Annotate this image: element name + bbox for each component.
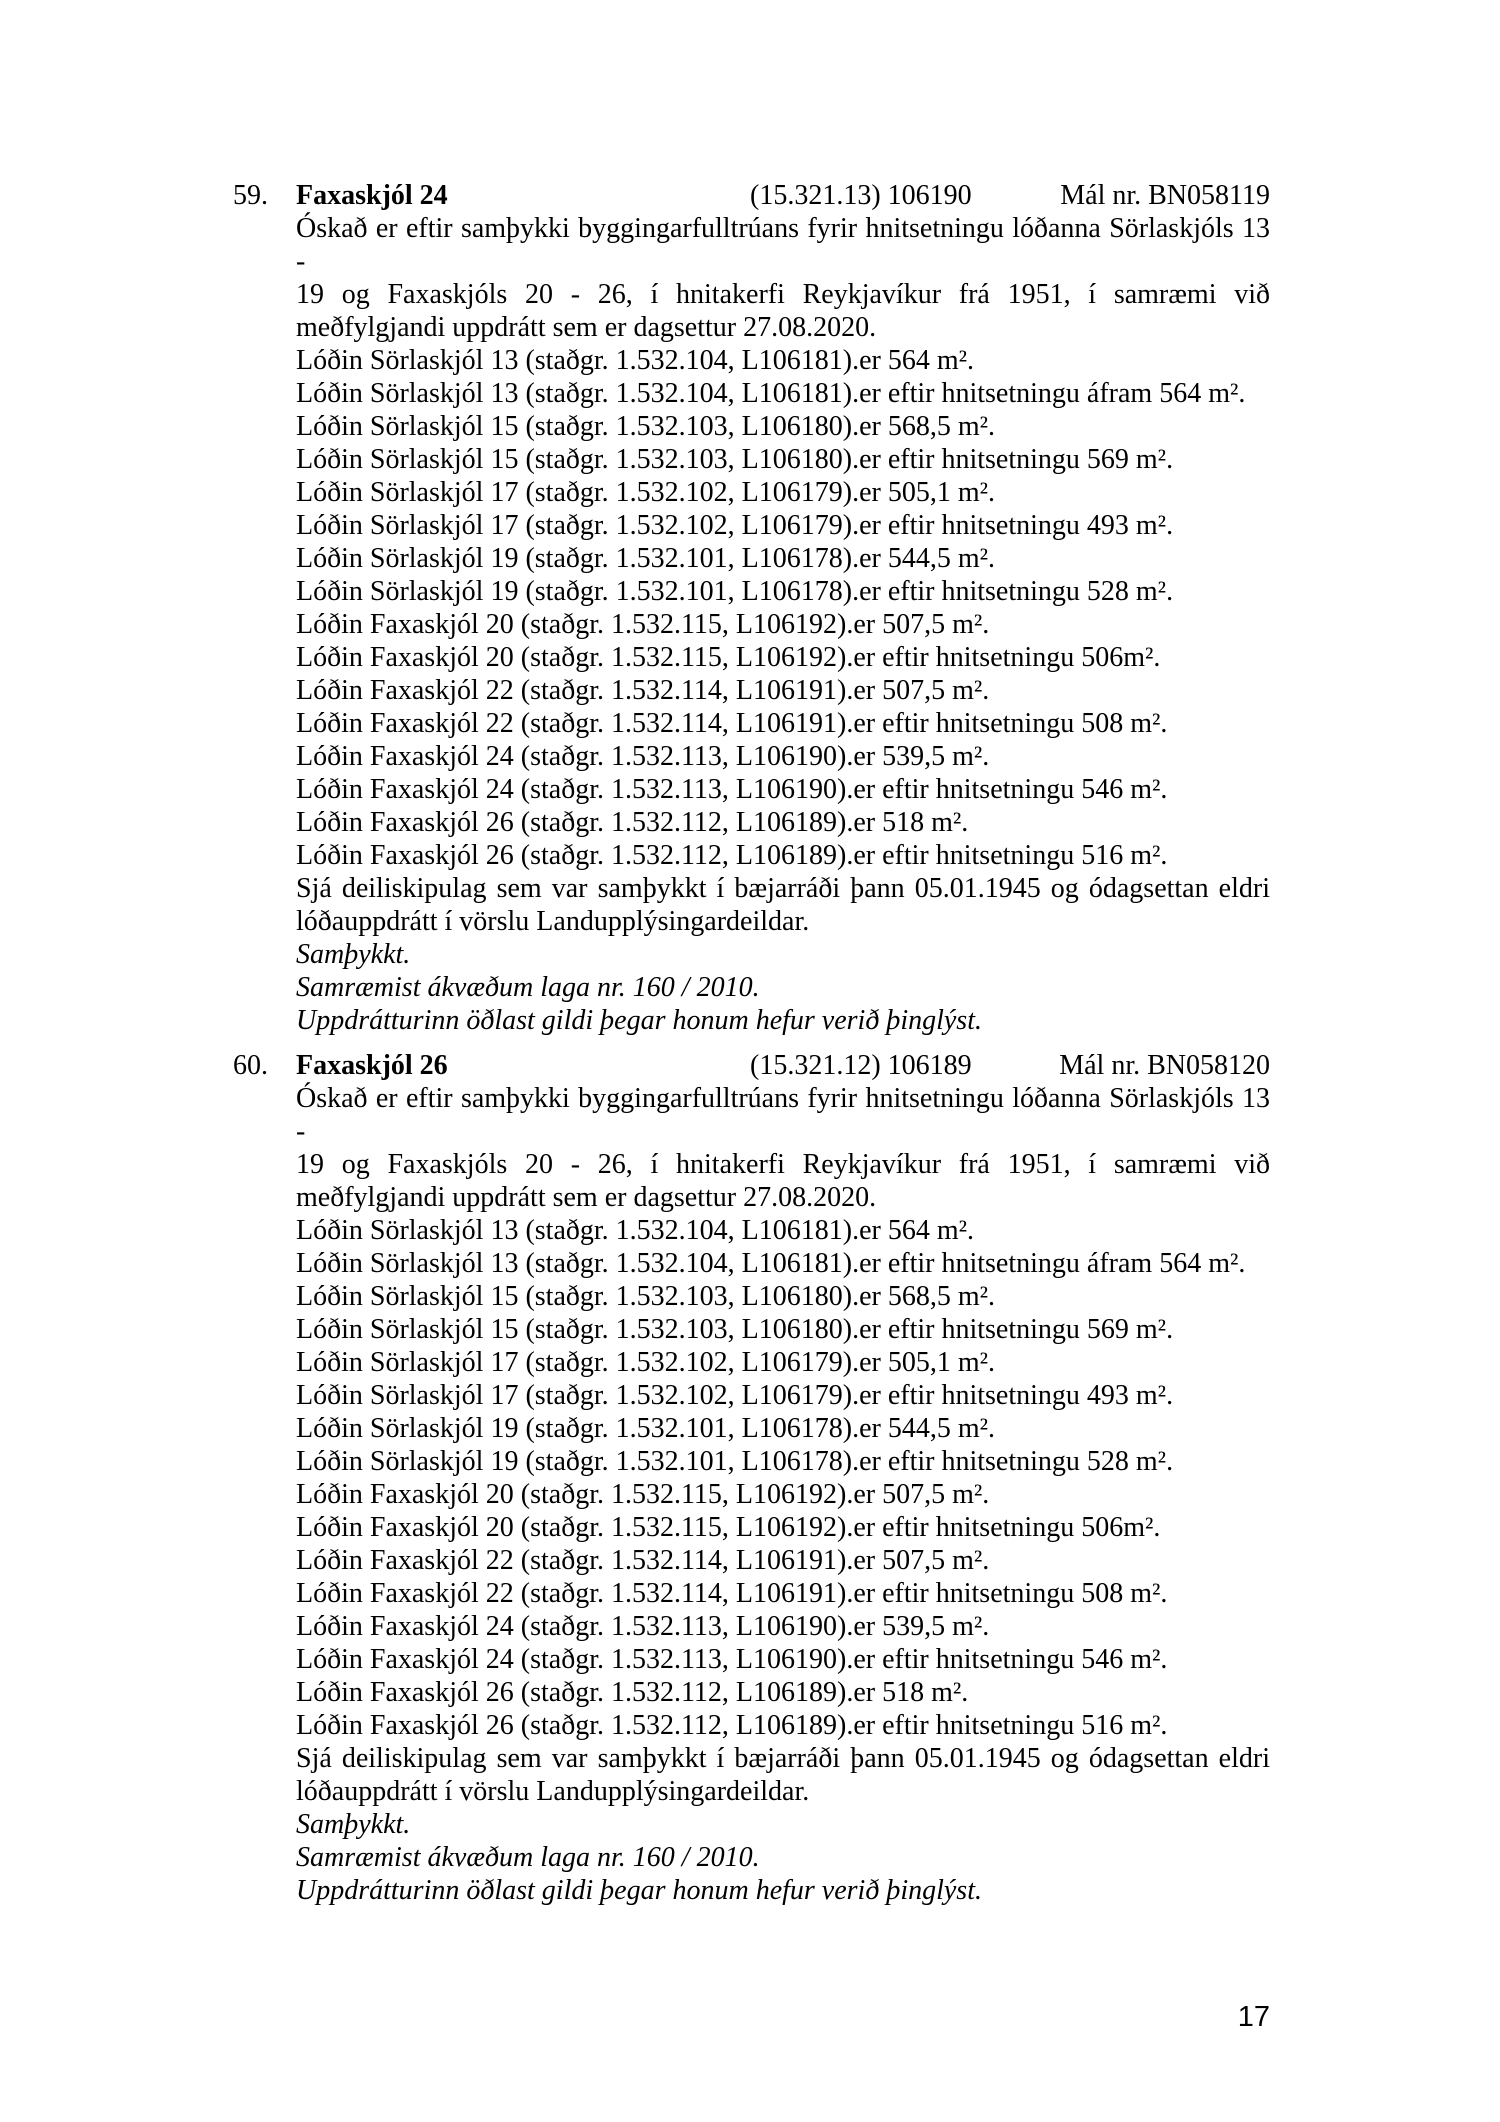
- text-line: Lóðin Sörlaskjól 15 (staðgr. 1.532.103, L106180).er eftir hnitsetningu 569 m².: [296, 444, 1174, 475]
- intro-paragraph: [296, 212, 1270, 344]
- decision-lines: [296, 938, 1270, 1037]
- text-line: Lóðin Faxaskjól 24 (staðgr. 1.532.113, L106190).er eftir hnitsetningu 546 m².: [296, 1644, 1168, 1675]
- case-number: Mál nr. BN058120: [1059, 1050, 1270, 1081]
- text-line: Uppdrátturinn öðlast gildi þegar honum hefur verið þinglýst.: [296, 1005, 982, 1036]
- text-line: Lóðin Faxaskjól 26 (staðgr. 1.532.112, L106189).er 518 m².: [296, 1677, 969, 1708]
- text-line: meðfylgjandi uppdrátt sem er dagsettur 27.08.2020.: [296, 312, 877, 343]
- text-line: Lóðin Sörlaskjól 15 (staðgr. 1.532.103, L106180).er 568,5 m².: [296, 411, 996, 442]
- item-number: 60.: [233, 1050, 268, 1081]
- text-line: Lóðin Faxaskjól 24 (staðgr. 1.532.113, L106190).er 539,5 m².: [296, 1611, 990, 1642]
- text-line: Lóðin Faxaskjól 20 (staðgr. 1.532.115, L106192).er eftir hnitsetningu 506m².: [296, 642, 1161, 673]
- text-line: Lóðin Faxaskjól 24 (staðgr. 1.532.113, L106190).er eftir hnitsetningu 546 m².: [296, 774, 1168, 805]
- text-line: Lóðin Faxaskjól 22 (staðgr. 1.532.114, L106191).er eftir hnitsetningu 508 m².: [296, 1578, 1168, 1609]
- text-line: Lóðin Faxaskjól 26 (staðgr. 1.532.112, L106189).er eftir hnitsetningu 516 m².: [296, 1710, 1168, 1741]
- text-line: Lóðin Sörlaskjól 15 (staðgr. 1.532.103, L106180).er 568,5 m².: [296, 1281, 996, 1312]
- text-line: Lóðin Faxaskjól 24 (staðgr. 1.532.113, L106190).er 539,5 m².: [296, 741, 990, 772]
- agenda-item: [233, 1049, 1270, 1907]
- text-line: Lóðin Faxaskjól 22 (staðgr. 1.532.114, L106191).er 507,5 m².: [296, 675, 990, 706]
- text-line: Sjá deiliskipulag sem var samþykkt í bæjarráði þann 05.01.1945 og ódagsettan eldri: [296, 1743, 1270, 1774]
- text-line: lóðauppdrátt í vörslu Landupplýsingardeildar.: [296, 1776, 810, 1807]
- item-reference: (15.321.12) 106189: [750, 1050, 972, 1081]
- text-line: Lóðin Sörlaskjól 17 (staðgr. 1.532.102, L106179).er eftir hnitsetningu 493 m².: [296, 1380, 1174, 1411]
- case-number: Mál nr. BN058119: [1060, 180, 1270, 211]
- text-line: Lóðin Sörlaskjól 13 (staðgr. 1.532.104, L106181).er 564 m².: [296, 1215, 975, 1246]
- text-line: Lóðin Faxaskjól 26 (staðgr. 1.532.112, L106189).er eftir hnitsetningu 516 m².: [296, 840, 1168, 871]
- text-line: Lóðin Sörlaskjól 19 (staðgr. 1.532.101, L106178).er eftir hnitsetningu 528 m².: [296, 1446, 1174, 1477]
- item-title: Faxaskjól 24: [296, 180, 448, 211]
- text-line: Lóðin Sörlaskjól 13 (staðgr. 1.532.104, L106181).er eftir hnitsetningu áfram 564 m².: [296, 378, 1246, 409]
- page-number: 17: [1237, 2001, 1270, 2033]
- text-line: Lóðin Sörlaskjól 17 (staðgr. 1.532.102, L106179).er 505,1 m².: [296, 477, 996, 508]
- text-line: Lóðin Faxaskjól 26 (staðgr. 1.532.112, L106189).er 518 m².: [296, 807, 969, 838]
- text-line: lóðauppdrátt í vörslu Landupplýsingardeildar.: [296, 906, 810, 937]
- text-line: Lóðin Sörlaskjól 15 (staðgr. 1.532.103, L106180).er eftir hnitsetningu 569 m².: [296, 1314, 1174, 1345]
- item-title: Faxaskjól 26: [296, 1050, 448, 1081]
- text-line: Óskað er eftir samþykki byggingarfulltrúans fyrir hnitsetningu lóðanna Sörlaskjóls 13 -: [296, 213, 1270, 277]
- text-line: Lóðin Sörlaskjól 19 (staðgr. 1.532.101, L106178).er eftir hnitsetningu 528 m².: [296, 576, 1174, 607]
- decision-lines: [296, 1808, 1270, 1907]
- text-line: 19 og Faxaskjóls 20 - 26, í hnitakerfi Reykjavíkur frá 1951, í samræmi við: [296, 1149, 1270, 1180]
- text-line: Samræmist ákvæðum laga nr. 160 / 2010.: [296, 972, 760, 1003]
- text-line: meðfylgjandi uppdrátt sem er dagsettur 27.08.2020.: [296, 1182, 877, 1213]
- agenda-item: [233, 179, 1270, 1037]
- text-line: Lóðin Sörlaskjól 13 (staðgr. 1.532.104, L106181).er eftir hnitsetningu áfram 564 m².: [296, 1248, 1246, 1279]
- item-header-row: [233, 1049, 1270, 1082]
- closing-paragraph: [296, 1742, 1270, 1808]
- text-line: Lóðin Faxaskjól 20 (staðgr. 1.532.115, L106192).er 507,5 m².: [296, 1479, 990, 1510]
- text-line: Uppdrátturinn öðlast gildi þegar honum hefur verið þinglýst.: [296, 1875, 982, 1906]
- lot-size-list: [296, 1214, 1270, 1742]
- text-line: Samþykkt.: [296, 1809, 411, 1840]
- intro-paragraph: [296, 1082, 1270, 1214]
- text-line: Lóðin Faxaskjól 22 (staðgr. 1.532.114, L106191).er eftir hnitsetningu 508 m².: [296, 708, 1168, 739]
- text-line: Lóðin Sörlaskjól 13 (staðgr. 1.532.104, L106181).er 564 m².: [296, 345, 975, 376]
- text-line: Lóðin Sörlaskjól 19 (staðgr. 1.532.101, L106178).er 544,5 m².: [296, 543, 996, 574]
- text-line: Lóðin Sörlaskjól 17 (staðgr. 1.532.102, L106179).er 505,1 m².: [296, 1347, 996, 1378]
- item-number: 59.: [233, 180, 268, 211]
- text-line: Lóðin Faxaskjól 20 (staðgr. 1.532.115, L106192).er 507,5 m².: [296, 609, 990, 640]
- text-line: Sjá deiliskipulag sem var samþykkt í bæjarráði þann 05.01.1945 og ódagsettan eldri: [296, 873, 1270, 904]
- item-reference: (15.321.13) 106190: [750, 180, 972, 211]
- closing-paragraph: [296, 872, 1270, 938]
- text-line: Óskað er eftir samþykki byggingarfulltrúans fyrir hnitsetningu lóðanna Sörlaskjóls 13 -: [296, 1083, 1270, 1147]
- text-line: Samræmist ákvæðum laga nr. 160 / 2010.: [296, 1842, 760, 1873]
- text-line: Lóðin Faxaskjól 20 (staðgr. 1.532.115, L106192).er eftir hnitsetningu 506m².: [296, 1512, 1161, 1543]
- text-line: 19 og Faxaskjóls 20 - 26, í hnitakerfi Reykjavíkur frá 1951, í samræmi við: [296, 279, 1270, 310]
- text-line: Lóðin Sörlaskjól 17 (staðgr. 1.532.102, L106179).er eftir hnitsetningu 493 m².: [296, 510, 1174, 541]
- item-header-row: [233, 179, 1270, 212]
- lot-size-list: [296, 344, 1270, 872]
- agenda-items: [233, 179, 1270, 1907]
- text-line: Samþykkt.: [296, 939, 411, 970]
- text-line: Lóðin Faxaskjól 22 (staðgr. 1.532.114, L106191).er 507,5 m².: [296, 1545, 990, 1576]
- text-line: Lóðin Sörlaskjól 19 (staðgr. 1.532.101, L106178).er 544,5 m².: [296, 1413, 996, 1444]
